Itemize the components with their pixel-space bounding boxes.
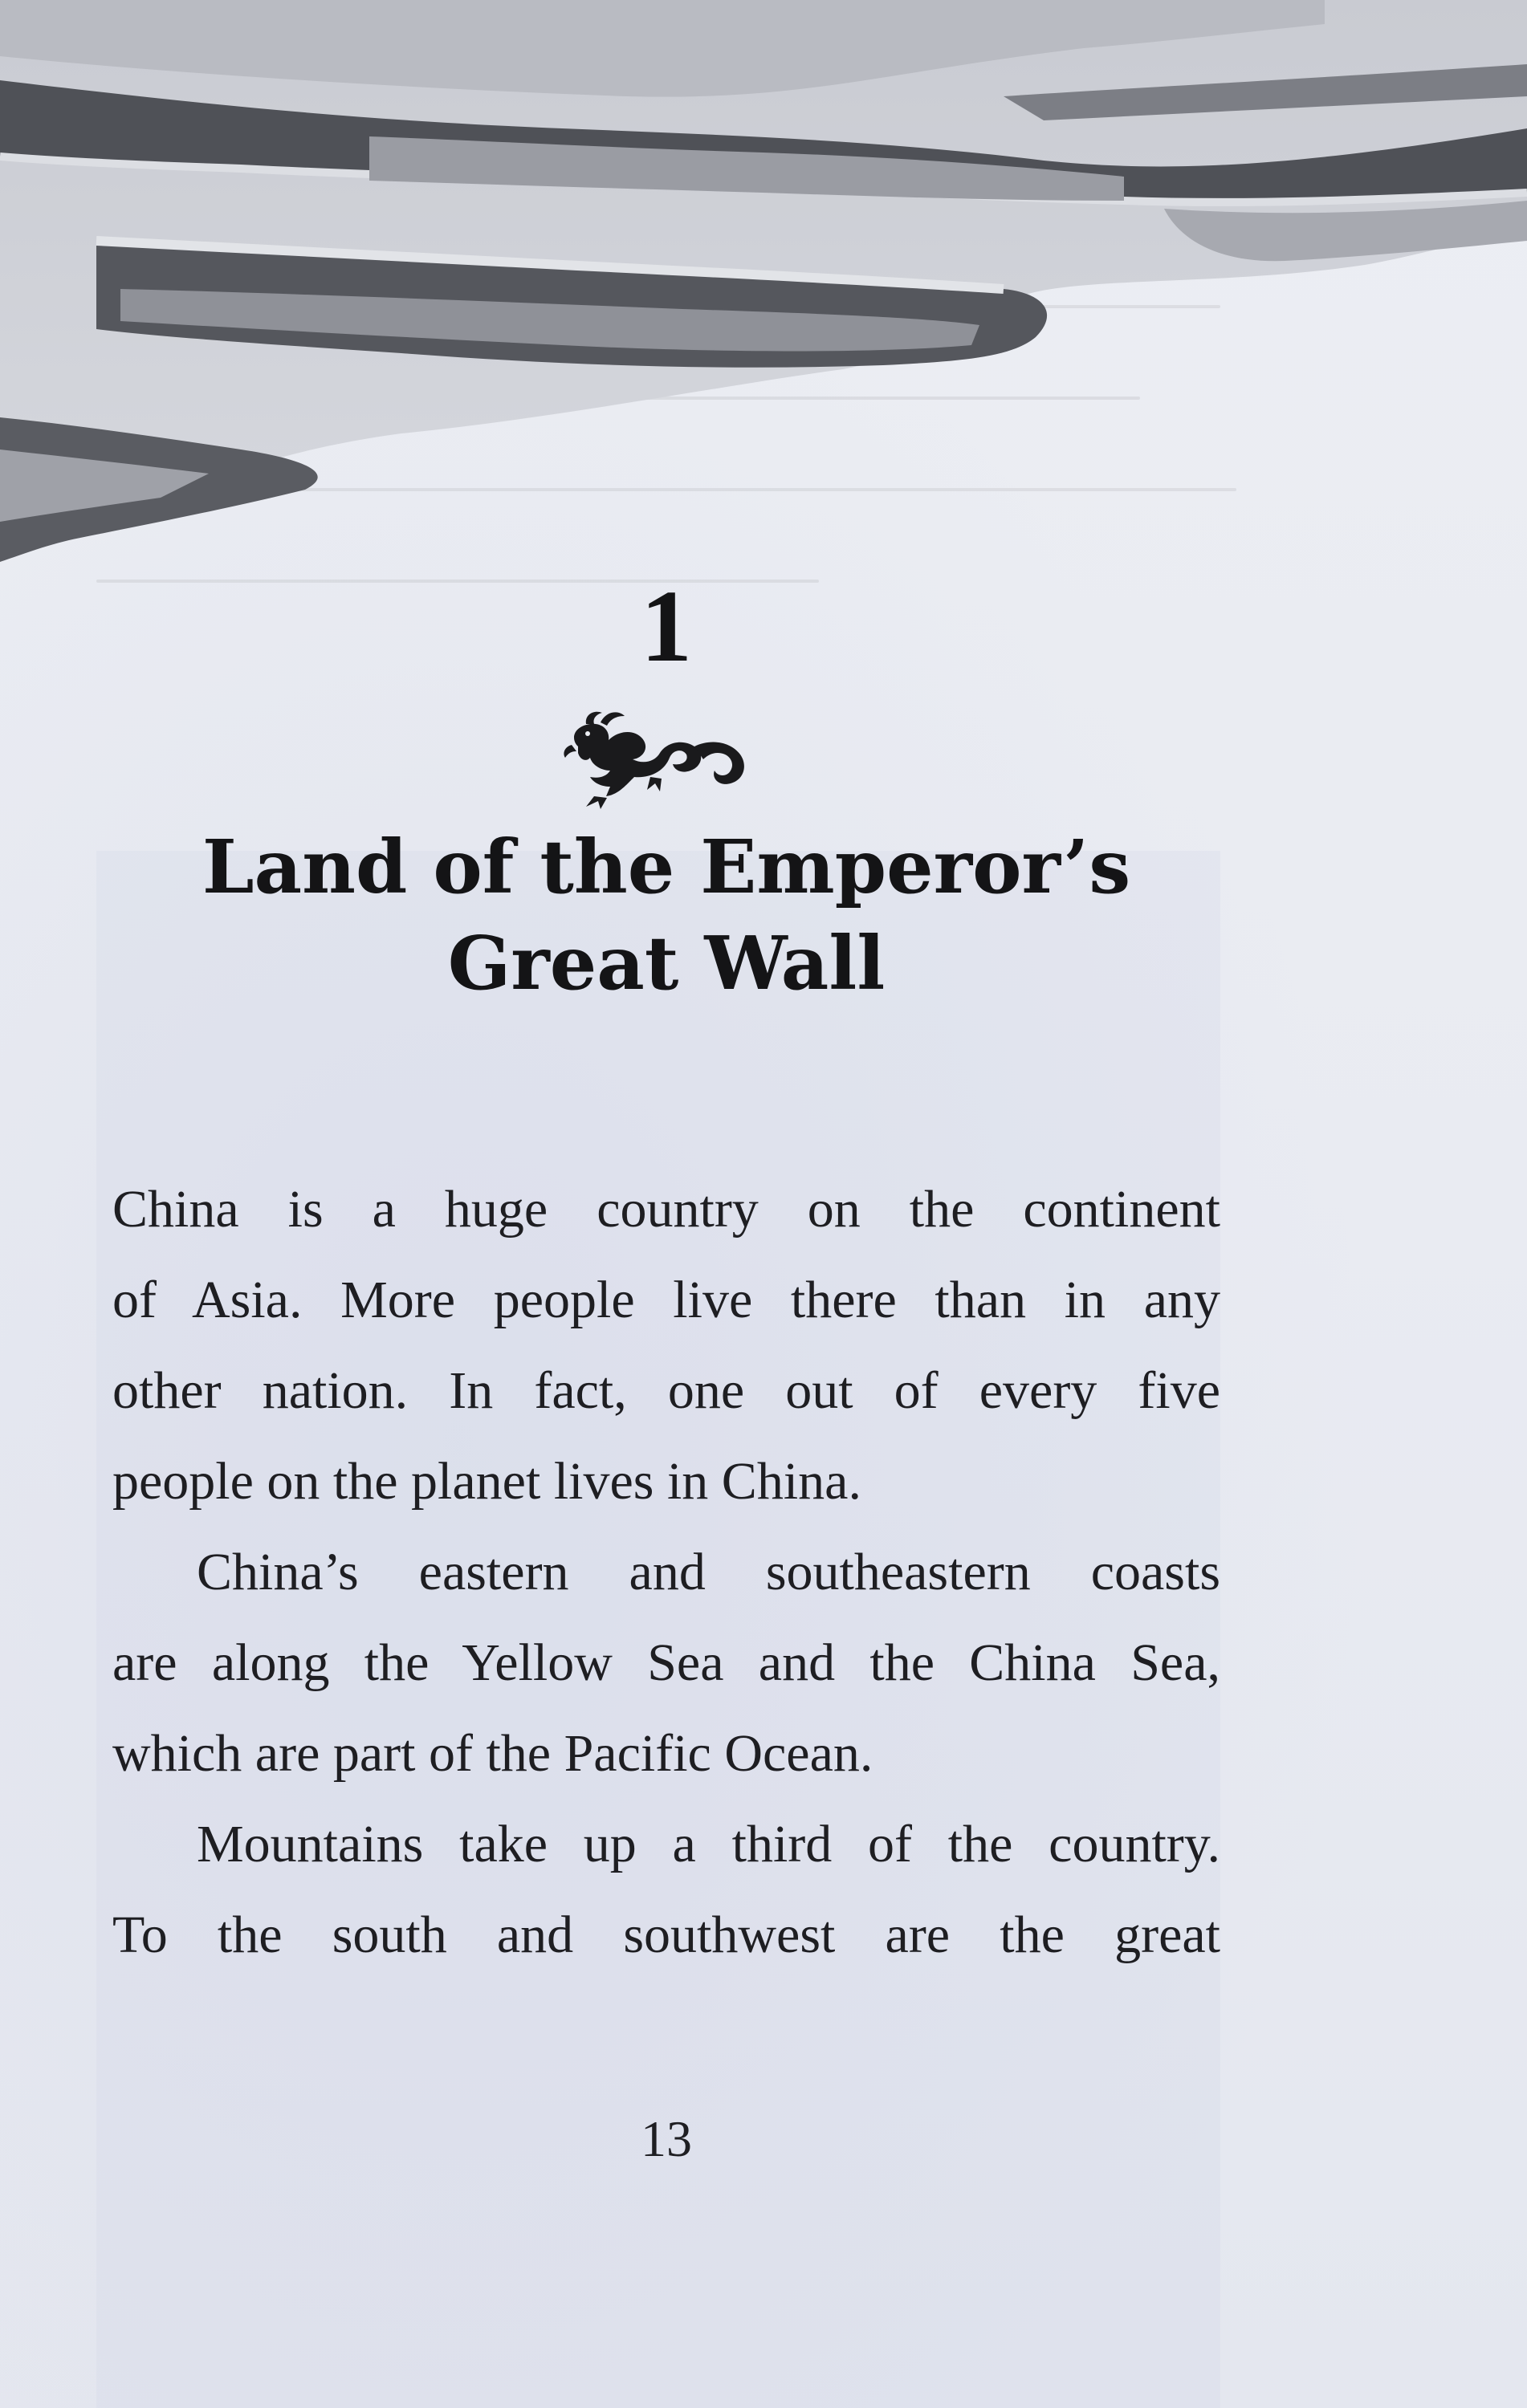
text-line: people on the planet lives in China. xyxy=(112,1452,861,1511)
text-line: China is a huge country on the continent xyxy=(112,1180,1220,1239)
body-text xyxy=(112,1164,1220,1980)
text-line: are along the Yellow Sea and the China Sea, xyxy=(112,1633,1220,1692)
text-line: of Asia. More people live there than in any xyxy=(112,1271,1220,1329)
text-line: which are part of the Pacific Ocean. xyxy=(112,1724,873,1783)
chapter-title xyxy=(0,819,1333,1011)
chapter-title-line: Great Wall xyxy=(447,920,886,1007)
ink-wash-cloud-illustration xyxy=(0,0,1527,578)
text-line: other nation. In fact, one out of every five xyxy=(112,1361,1220,1420)
dragon-ornament-icon xyxy=(562,706,763,811)
text-line: To the south and southwest are the great xyxy=(112,1906,1220,1964)
page-number: 13 xyxy=(641,2110,692,2167)
text-line: Mountains take up a third of the country. xyxy=(197,1815,1220,1873)
chapter-title-line: Land of the Emperor’s xyxy=(202,824,1131,910)
text-line: China’s eastern and southeastern coasts xyxy=(197,1543,1220,1601)
chapter-number: 1 xyxy=(641,569,692,683)
